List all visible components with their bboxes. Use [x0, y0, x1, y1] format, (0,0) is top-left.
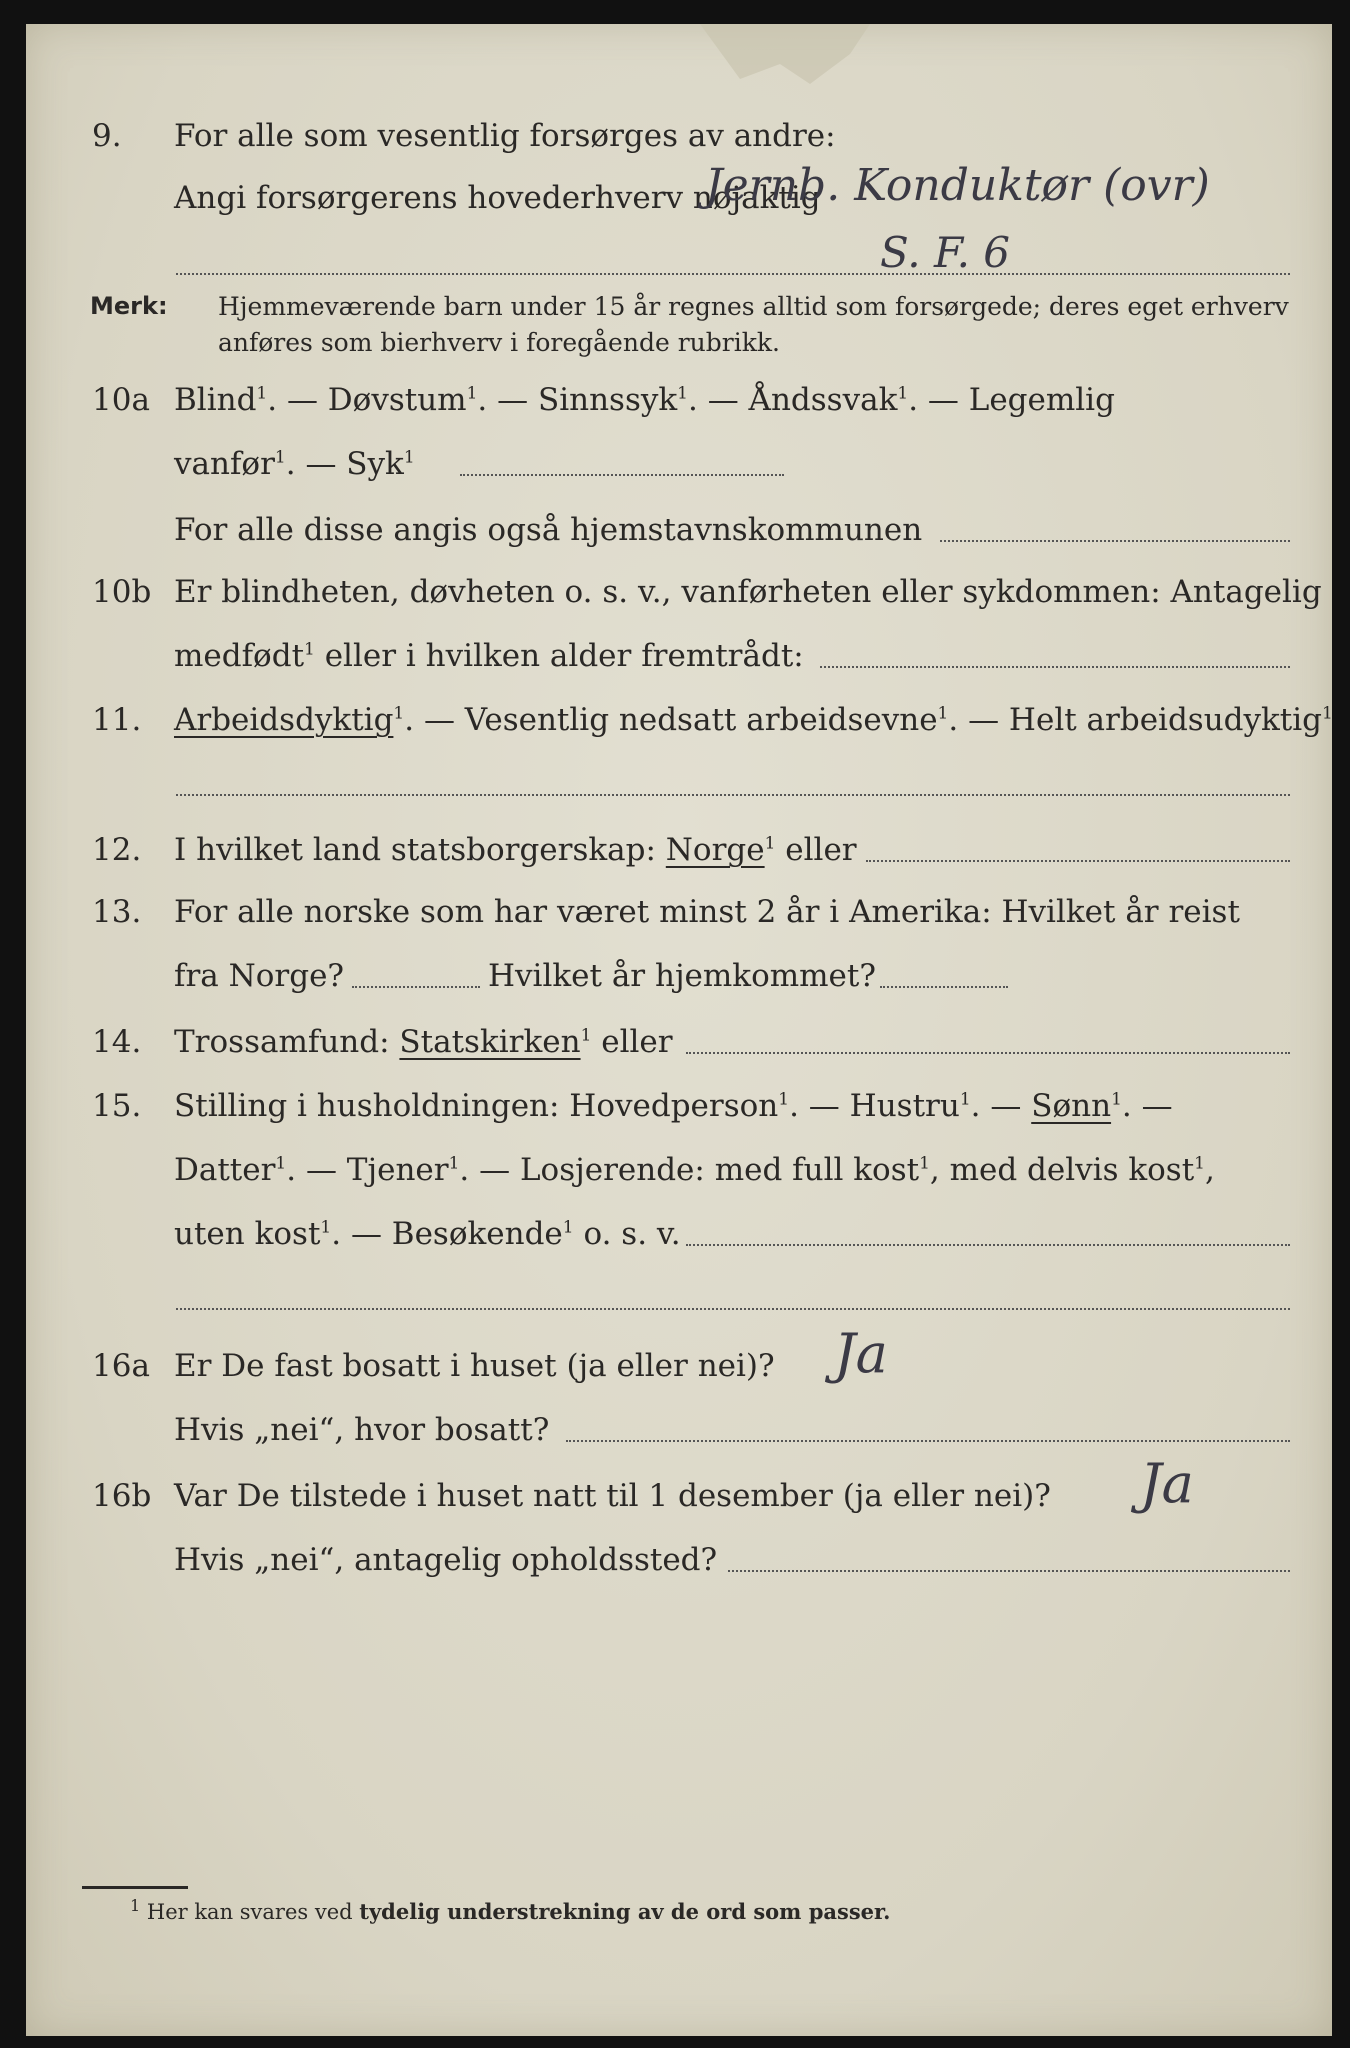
answer-line — [176, 794, 1290, 796]
answer-line — [176, 1308, 1290, 1310]
underlined-answer: Norge — [665, 832, 765, 868]
question-number: 10b — [92, 574, 152, 610]
question-text: medfødt$^1$ eller i hvilken alder fremtrådt: — [174, 638, 804, 674]
answer-line — [728, 1570, 1290, 1572]
question-number: 14. — [92, 1024, 142, 1060]
question-text: For alle disse angis også hjemstavnskommunen — [174, 512, 923, 548]
handwritten-answer: S. F. 6 — [880, 228, 1010, 277]
question-number: 11. — [92, 702, 142, 738]
handwritten-answer: Jernb. Konduktør (ovr) — [705, 160, 1210, 211]
underlined-answer: Statskirken — [399, 1024, 581, 1060]
question-number: 16b — [92, 1478, 152, 1514]
answer-line — [460, 474, 784, 476]
question-text: For alle som vesentlig forsørges av andre: — [174, 118, 836, 154]
underlined-answer: Sønn — [1031, 1088, 1112, 1124]
note-label: Merk: — [90, 292, 168, 320]
answer-line — [686, 1052, 1290, 1054]
question-text: Datter$^1$. — Tjener$^1$. — Losjerende: med full kost$^1$, med delvis kost$^1$, — [174, 1152, 1215, 1188]
question-text: I hvilket land statsborgerskap: Norge$^1$ eller — [174, 832, 857, 868]
question-text: Er De fast bosatt i huset (ja eller nei)? — [174, 1348, 775, 1384]
handwritten-answer: Ja — [834, 1322, 888, 1385]
question-text: Blind$^1$. — Døvstum$^1$. — Sinnssyk$^1$. — Åndssvak$^1$. — Legemlig — [174, 382, 1115, 418]
note-text: anføres som bierhverv i foregående rubrikk. — [218, 328, 780, 357]
note-text: Hjemmeværende barn under 15 år regnes alltid som forsørgede; deres eget erhverv — [218, 292, 1289, 321]
question-text: Hvis „nei“, hvor bosatt? — [174, 1412, 550, 1448]
question-text: Hvilket år hjemkommet? — [488, 958, 876, 994]
question-number: 9. — [92, 118, 122, 154]
answer-line — [866, 860, 1290, 862]
question-text: Arbeidsdyktig$^1$. — Vesentlig nedsatt arbeidsevne$^1$. — Helt arbeidsudyktig$^1$ — [174, 702, 1333, 738]
answer-line — [940, 540, 1290, 542]
question-text: Er blindheten, døvheten o. s. v., vanførheten eller sykdommen: Antagelig — [174, 574, 1322, 610]
underlined-answer: Arbeidsdyktig — [174, 702, 394, 738]
question-number: 12. — [92, 832, 142, 868]
question-text: Trossamfund: Statskirken$^1$ eller — [174, 1024, 673, 1060]
question-text: Stilling i husholdningen: Hovedperson$^1$. — Hustru$^1$. — Sønn$^1$. — — [174, 1088, 1173, 1124]
footnote-rule — [82, 1886, 188, 1889]
torn-corner — [700, 24, 870, 94]
question-text: uten kost$^1$. — Besøkende$^1$ o. s. v. — [174, 1216, 681, 1252]
question-number: 15. — [92, 1088, 142, 1124]
answer-line — [686, 1244, 1290, 1246]
question-text: vanfør$^1$. — Syk$^1$ — [174, 446, 415, 482]
question-text: For alle norske som har været minst 2 år i Amerika: Hvilket år reist — [174, 894, 1240, 930]
question-text: Var De tilstede i huset natt til 1 desember (ja eller nei)? — [174, 1478, 1051, 1514]
question-number: 13. — [92, 894, 142, 930]
answer-line — [880, 986, 1008, 988]
question-text: Angi forsørgerens hovederhverv nøjaktig — [174, 180, 821, 216]
handwritten-answer: Ja — [1140, 1452, 1194, 1515]
footnote-mark: 1 — [130, 1896, 141, 1915]
answer-line — [176, 273, 1290, 275]
footnote-text: Her kan svares ved — [146, 1900, 360, 1924]
question-text: fra Norge? — [174, 958, 345, 994]
footnote-text-bold: tydelig understrekning av de ord som passer. — [359, 1899, 891, 1924]
question-number: 16a — [92, 1348, 150, 1384]
question-text: Hvis „nei“, antagelig opholdssted? — [174, 1542, 718, 1578]
answer-line — [566, 1440, 1290, 1442]
answer-line — [820, 666, 1290, 668]
question-number: 10a — [92, 382, 150, 418]
footnote — [130, 1896, 890, 1924]
answer-line — [352, 986, 480, 988]
